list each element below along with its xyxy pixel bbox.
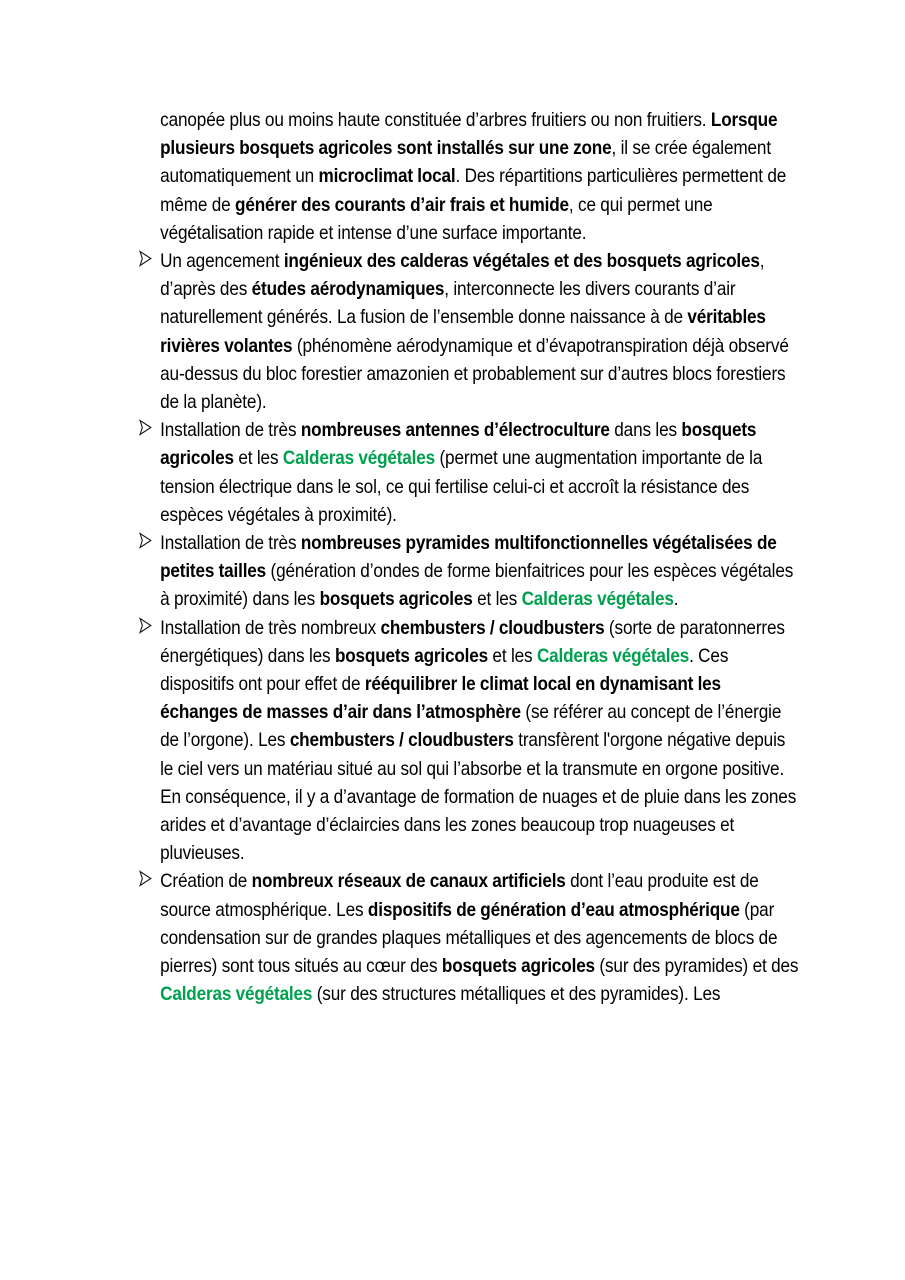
list-item (138, 247, 800, 416)
arrowhead-bullet-icon (138, 419, 156, 439)
arrowhead-bullet-icon (138, 250, 156, 270)
text-run: (phénomène aérodynamique et d’évapotranspiration déjà observé au-dessus du bloc forestier amazonien et probablement sur d’autres blocs forestiers de la planète). (160, 334, 789, 414)
highlighted-term: Calderas végétales (521, 588, 674, 611)
arrowhead-bullet-icon (138, 532, 156, 552)
bold-text-run: ingénieux des calderas végétales et des bosquets agricoles (283, 250, 760, 273)
bold-text-run: véritables rivières volantes (160, 306, 766, 357)
text-run: (par condensation sur de grandes plaques métalliques et des agencements de blocs de pierres) sont tous situés au cœur des (160, 898, 778, 978)
arrowhead-bullet-icon (138, 617, 156, 637)
text-run: . (673, 588, 679, 611)
list-item (138, 416, 800, 529)
text-run: Installation de très (160, 532, 301, 555)
bold-text-run: nombreux réseaux de canaux artificiels (251, 870, 566, 893)
text-run: (sorte de paratonnerres énergétiques) dans les (160, 616, 785, 667)
list-item (138, 867, 800, 1008)
list-item (138, 529, 800, 614)
paragraph (138, 106, 800, 247)
text-run: . Ces dispositifs ont pour effet de (160, 644, 729, 696)
text-run: (sur des pyramides) et des (594, 955, 799, 978)
bold-text-run: dispositifs de génération d’eau atmosphérique (367, 898, 740, 921)
bold-text-run: bosquets agricoles (334, 644, 488, 667)
bold-text-run: bosquets agricoles (160, 419, 757, 470)
text-run: (se référer au concept de l’énergie de l’orgone). Les (160, 701, 782, 752)
list-item (138, 614, 800, 868)
bold-text-run: études aérodynamiques (251, 278, 445, 301)
text-run: dans les (609, 419, 682, 442)
text-run: , il se crée également automatiquement un (160, 137, 771, 188)
bold-text-run: générer des courants d’air frais et humide (235, 193, 569, 216)
text-run: dont l’eau produite est de source atmosphérique. Les (160, 870, 759, 921)
bold-text-run: bosquets agricoles (441, 955, 595, 978)
text-run: (permet une augmentation importante de la tension électrique dans le sol, ce qui fertilise celui-ci et accroît la résistance des espèces végétales à proximité). (160, 447, 763, 526)
text-run: et les (233, 447, 283, 470)
text-run: (génération d’ondes de forme bienfaitrices pour les espèces végétales à proximité) dans les (160, 560, 794, 611)
bold-text-run: nombreuses antennes d’électroculture (300, 419, 610, 442)
text-run: (sur des structures métalliques et des pyramides). Les (312, 983, 721, 1006)
bold-text-run: microclimat local (318, 165, 456, 188)
bold-text-run: nombreuses pyramides multifonctionnelles végétalisées de petites tailles (160, 532, 777, 583)
text-run: Un agencement (160, 250, 284, 273)
text-run: , d’après des (160, 250, 765, 301)
bold-text-run: rééquilibrer le climat local en dynamisant les échanges de masses d’air dans l’atmosphère (160, 673, 721, 724)
bold-text-run: bosquets agricoles (319, 588, 473, 611)
text-run: , interconnecte les divers courants d’air naturellement générés. La fusion de l’ensemble donne naissance à de (160, 278, 736, 329)
text-run: canopée plus ou moins haute constituée d’arbres fruitiers ou non fruitiers. (160, 109, 711, 131)
text-run: transfèrent l'orgone négative depuis le ciel vers un matériau situé au sol qui l’absorbe et la transmute en orgone positive. En conséquence, il y a d’avantage de formation de nuages et de pluie dans les zones arides et d’avantage d’éclaircies dans les zones beaucoup trop nuageuses et pluvieuses. (160, 729, 797, 865)
bold-text-run: chembusters / cloudbusters (289, 729, 514, 752)
text-run: Installation de très (160, 419, 301, 442)
text-run: . Des répartitions particulières permettent de même de (160, 165, 787, 216)
bold-text-run: Lorsque plusieurs bosquets agricoles sont installés sur une zone (160, 109, 778, 160)
text-run: , ce qui permet une végétalisation rapide et intense d’une surface importante. (160, 193, 713, 244)
highlighted-term: Calderas végétales (160, 983, 313, 1006)
text-run: et les (487, 644, 537, 667)
highlighted-term: Calderas végétales (536, 644, 690, 667)
arrowhead-bullet-icon (138, 870, 156, 890)
text-run: Création de (160, 870, 252, 893)
highlighted-term: Calderas végétales (282, 447, 436, 470)
bold-text-run: chembusters / cloudbusters (380, 616, 605, 639)
text-run: et les (472, 588, 522, 611)
text-run: Installation de très nombreux (160, 616, 381, 639)
document-text-column (138, 106, 800, 1009)
